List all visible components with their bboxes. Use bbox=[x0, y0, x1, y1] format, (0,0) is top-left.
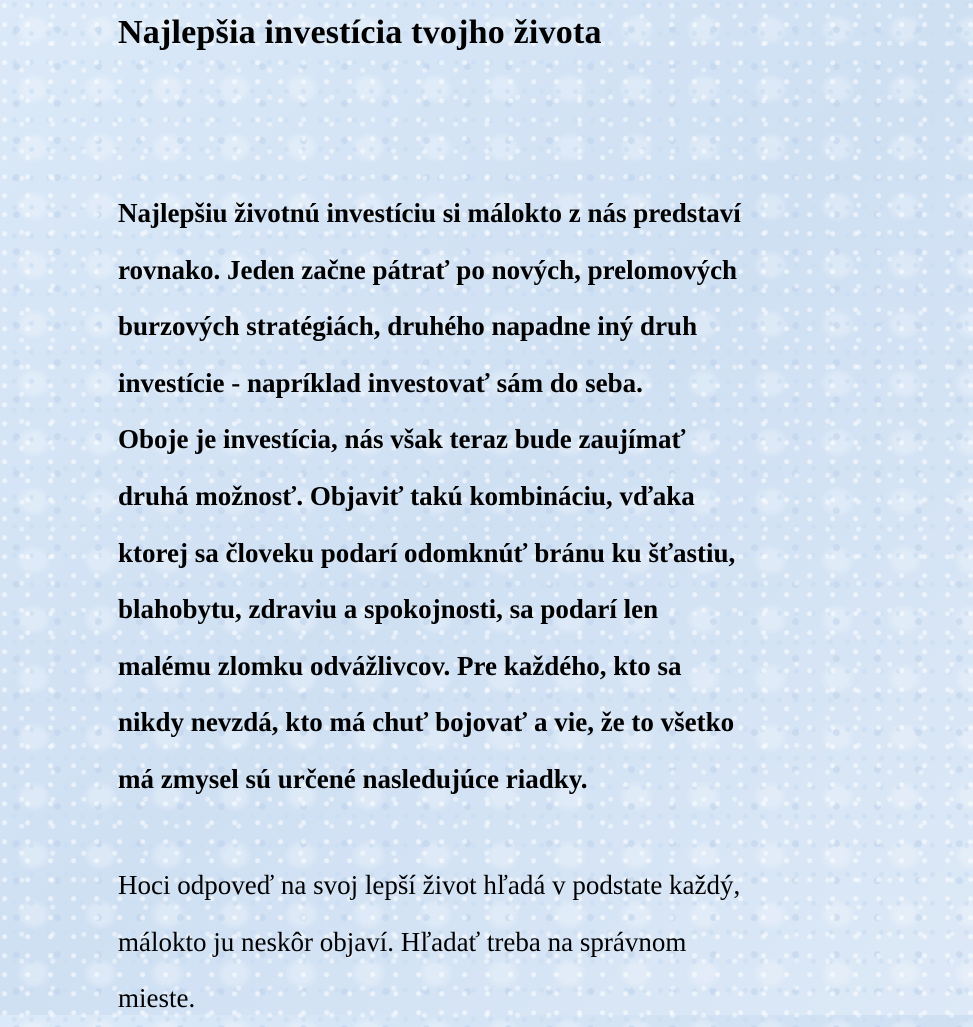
body-line: Hoci odpoveď na svoj lepší život hľadá v podstate každý, bbox=[118, 870, 741, 900]
body-line: málokto ju neskôr objaví. Hľadať treba na správnom bbox=[118, 926, 687, 957]
body-paragraph bbox=[118, 857, 878, 1027]
intro-line: Oboje je investícia, nás však teraz bude zaujímať bbox=[118, 424, 686, 455]
intro-line: ktorej sa človeku podarí odomknúť bránu ku šťastiu, bbox=[118, 537, 736, 568]
intro-line: Najlepšiu životnú investíciu si málokto z nás predstaví bbox=[118, 198, 741, 228]
intro-line: malému zlomku odvážlivcov. Pre každého, kto sa bbox=[118, 650, 682, 681]
body-line: mieste. bbox=[118, 983, 196, 1014]
intro-paragraph bbox=[118, 185, 878, 808]
article-title: Najlepšia investícia tvojho života bbox=[118, 14, 602, 51]
intro-line: má zmysel sú určené nasledujúce riadky. bbox=[118, 763, 588, 794]
intro-line: druhá možnosť. Objaviť takú kombináciu, vďaka bbox=[118, 480, 695, 511]
intro-line: nikdy nevzdá, kto má chuť bojovať a vie, že to všetko bbox=[118, 707, 735, 738]
intro-line: rovnako. Jeden začne pátrať po nových, prelomových bbox=[118, 254, 738, 285]
intro-line: blahobytu, zdraviu a spokojnosti, sa podarí len bbox=[118, 594, 659, 625]
intro-line: investície - napríklad investovať sám do seba. bbox=[118, 367, 643, 398]
intro-line: burzových stratégiách, druhého napadne iný druh bbox=[118, 311, 698, 342]
